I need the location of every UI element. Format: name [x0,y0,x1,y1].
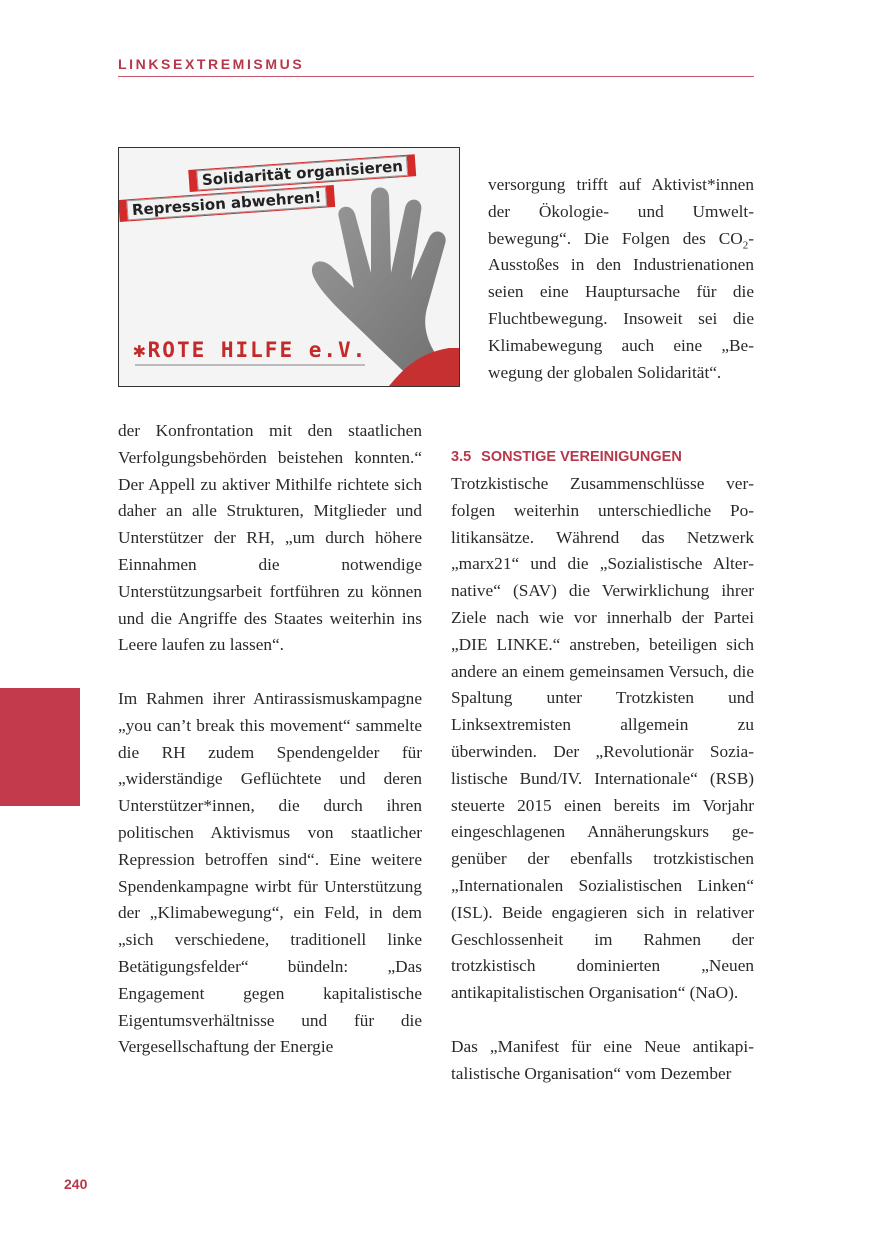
star-icon: ✱ [133,338,148,362]
running-header: LINKSEXTREMISMUS [118,56,305,72]
rote-hilfe-logo: ✱ROTE HILFE e.V. [133,338,368,362]
chapter-side-tab [0,688,80,806]
paragraph-klimabewegung-end: versorgung trifft auf Aktivist*innen der Ökologie- und Umweltbewegung“. Die Folgen des $CO_2$-Ausstoßes in den Industrienationen seien eine Hauptursache für die Fluchtbewegung. Insoweit sei die Klimabewegung auch eine „Bewegung der globalen Solidarität“. [488,175,754,382]
paragraph-trotzkisten: Trotzkistische Zusammenschlüsse verfolgen weiterhin unterschiedliche Politikansätze. Während das Netzwerk „marx21“ und die „Sozialistische Alternative“ (SAV) die Verwirklichung ihrer Ziele nach wie vor innerhalb der Partei „DIE LINKE.“ anstreben, beteiligen sich andere an einem gemeinsamen Versuch, die Spaltung unter Trotzkisten und Linksextremisten allgemein zu überwinden. Der „Revolutionär Sozialistische Bund/IV. Internationale“ (RSB) steuerte 2015 einen bereits im Vorjahr eingeschlagenen Annäherungskurs gegenüber der ebenfalls trotzkistischen „Internationalen Sozialistischen Linken“ (ISL). Beide engagieren sich in relativer Geschlossenheit im Rahmen der trotzkistisch dominierten „Neuen antikapitalistischen Organisation“ (NaO). [451,474,754,1003]
poster-banner-repression: Repression abwehren! [118,185,335,222]
paragraph-appell: der Konfrontation mit den staatlichen Verfolgungsbehörden beistehen konnten.“ Der Appell zu aktiver Mithilfe richtete sich daher an alle Strukturen, Mitglieder und Unterstützer der RH, „um durch höhere Einnahmen die notwendige Unterstützungsarbeit fortführen zu können und die Angriffe des Staates weiterhin ins Leere laufen zu lassen“. [118,421,422,655]
paragraph-antirassismus: Im Rahmen ihrer Antirassismuskampagne „you can’t break this movement“ sammelte die RH zudem Spendengelder für „widerständige Geflüchtete und deren Unterstützer*innen, die durch ihren politischen Aktivismus von staatlicher Repression betroffen sind“. Eine weitere Spendenkampagne wirbt für Unterstützung der „Klimabewegung“, ein Feld, in dem „sich verschiedene, traditionell linke Betätigungsfelder“ bündeln: „Das Engagement gegen kapitalistische Eigentumsverhältnisse und für die Vergesellschaftung der Energie [118,688,422,1057]
paragraph-manifest: Das „Manifest für eine Neue antikapitalistische Organisation“ vom Dezember [451,1036,754,1083]
right-column-top-text [488,172,754,386]
poster-banner-solidaritaet: Solidarität organisieren [188,154,416,192]
logo-underline [135,364,365,366]
rote-hilfe-poster-image [118,147,460,387]
right-column-text [451,443,754,1087]
section-heading: 3.5 SONSTIGE VEREINIGUNGEN [451,449,682,465]
header-rule [118,76,754,77]
left-column-text [118,418,422,1061]
page-number: 240 [64,1176,88,1192]
